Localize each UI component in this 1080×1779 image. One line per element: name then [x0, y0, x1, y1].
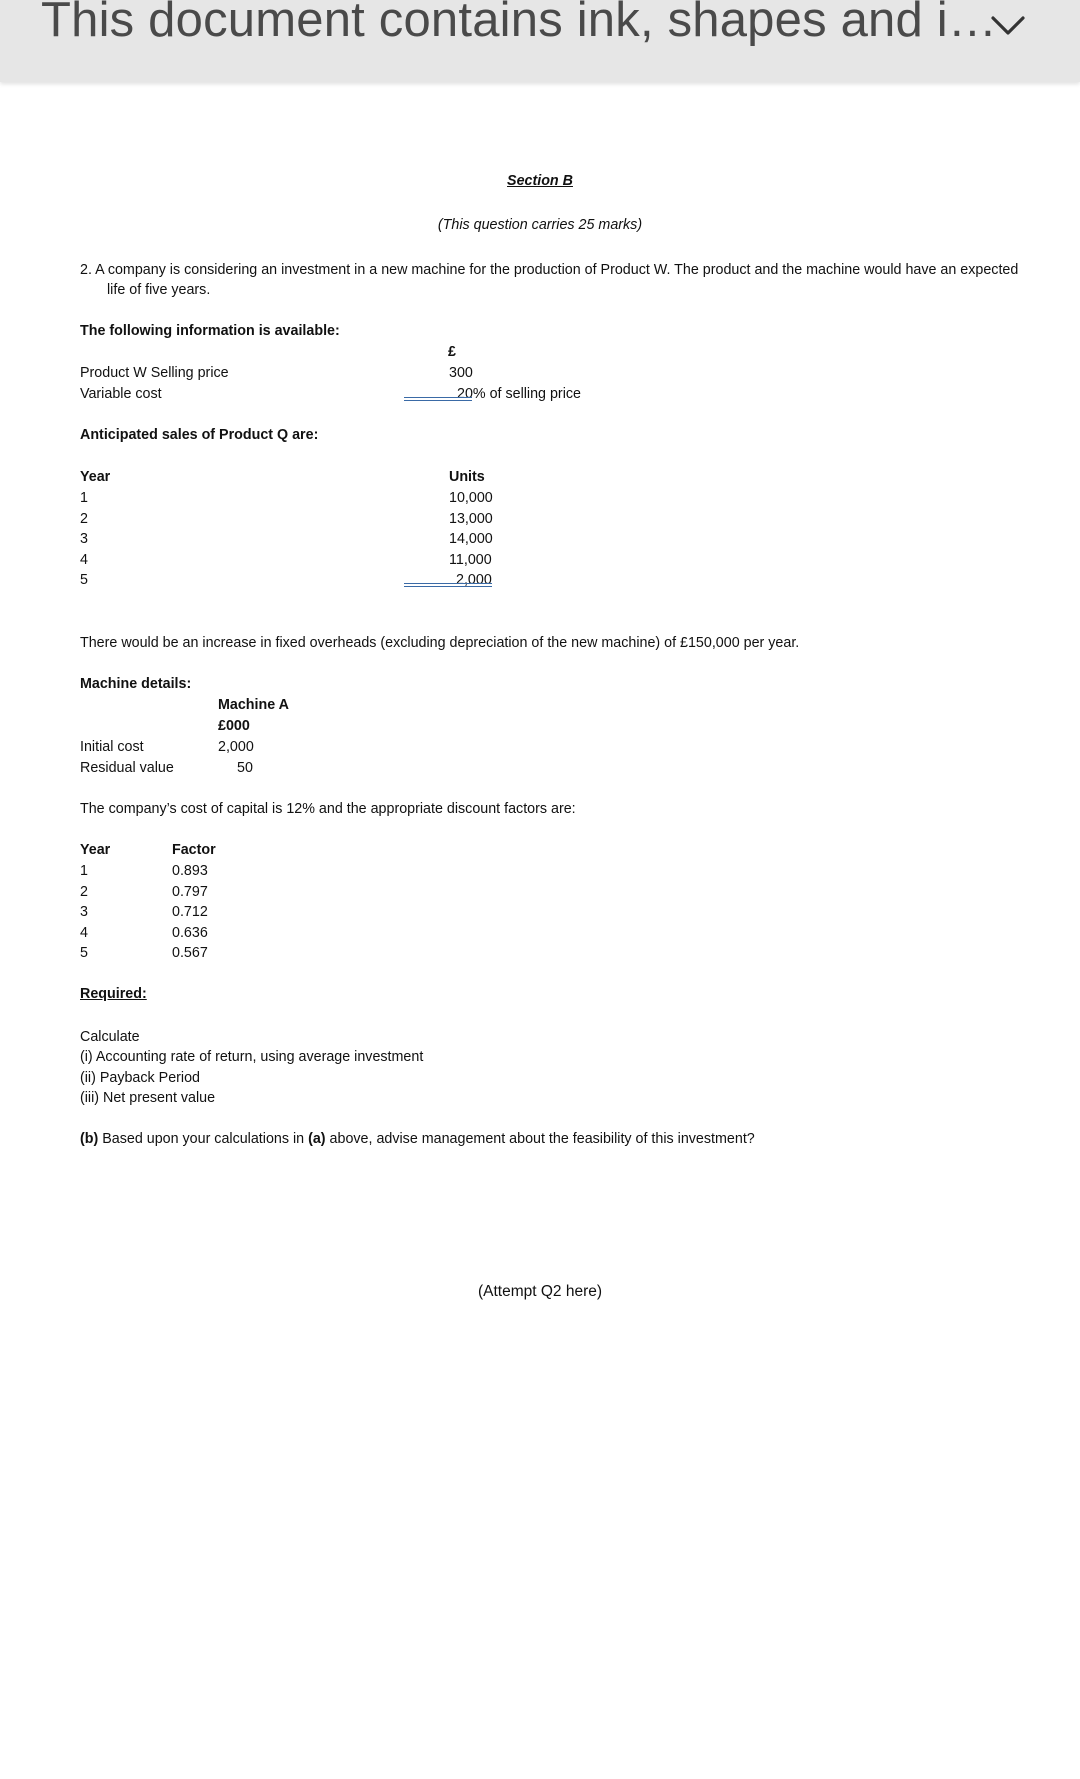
double-underline	[404, 583, 492, 587]
factor-year: 3	[80, 904, 88, 920]
sales-units: 13,000	[449, 511, 493, 527]
sales-units: 2,000	[456, 572, 492, 588]
varcost-label: Variable cost	[80, 386, 162, 402]
overheads-text: There would be an increase in fixed overheads (excluding depreciation of the new machine) of £150,000 per year.	[80, 635, 800, 651]
calc-item: (iii) Net present value	[80, 1090, 216, 1106]
price-value: 300	[449, 365, 473, 381]
calc-label: Calculate	[80, 1029, 140, 1045]
capital-text: The company’s cost of capital is 12% and the appropriate discount factors are:	[80, 801, 576, 817]
question-intro-line1: 2. A company is considering an investment in a new machine for the production of Product W. The product and the machine would have an expected	[80, 262, 1019, 278]
price-label: Product W Selling price	[80, 365, 229, 381]
sales-year: 3	[80, 531, 88, 547]
sales-units: 11,000	[449, 552, 492, 568]
factor-year: 1	[80, 863, 88, 879]
sales-units: 14,000	[449, 531, 493, 547]
info-heading: The following information is available:	[80, 323, 340, 339]
factor-year: 4	[80, 925, 88, 941]
machine-unit-header: £000	[218, 718, 250, 734]
sales-year: 2	[80, 511, 88, 527]
sales-units: 10,000	[449, 490, 493, 506]
sales-year: 1	[80, 490, 88, 506]
section-title: Section B	[507, 173, 573, 189]
banner-title: This document contains ink, shapes and i…	[41, 0, 998, 47]
calc-item: (ii) Payback Period	[80, 1070, 200, 1086]
sales-heading: Anticipated sales of Product Q are:	[80, 427, 319, 443]
machine-heading: Machine details:	[80, 676, 192, 692]
factor-value: 0.797	[172, 884, 208, 900]
factor-header: Factor	[172, 842, 216, 858]
document-banner[interactable]	[0, 0, 1080, 82]
factor-year: 2	[80, 884, 88, 900]
part-b-ref: (a)	[308, 1131, 326, 1147]
initial-cost-value: 2,000	[218, 739, 254, 755]
initial-cost-label: Initial cost	[80, 739, 144, 755]
part-b-question	[80, 1132, 755, 1146]
sales-year: 5	[80, 572, 88, 588]
currency-header: £	[448, 344, 456, 360]
factor-year: 5	[80, 945, 88, 961]
machine-col-header: Machine A	[218, 697, 289, 713]
factor-value: 0.712	[172, 904, 208, 920]
residual-label: Residual value	[80, 760, 174, 776]
varcost-value: 20% of selling price	[457, 386, 581, 402]
required-heading: Required:	[80, 986, 147, 1002]
factor-value: 0.636	[172, 925, 208, 941]
question-intro-line2: life of five years.	[107, 282, 211, 298]
factor-value: 0.567	[172, 945, 208, 961]
factor-year-header: Year	[80, 842, 111, 858]
sales-units-header: Units	[449, 469, 485, 485]
attempt-note: (Attempt Q2 here)	[477, 1283, 603, 1300]
calc-item: (i) Accounting rate of return, using average investment	[80, 1049, 424, 1065]
chevron-down-icon[interactable]	[990, 10, 1026, 40]
sales-year: 4	[80, 552, 88, 568]
part-b-text: Based upon your calculations in	[98, 1131, 309, 1147]
sales-year-header: Year	[80, 469, 111, 485]
double-underline	[404, 397, 472, 401]
marks-note: (This question carries 25 marks)	[437, 217, 643, 233]
factor-value: 0.893	[172, 863, 208, 879]
residual-value: 50	[237, 760, 253, 776]
part-b-prefix: (b)	[80, 1131, 99, 1147]
part-b-text: above, advise management about the feasibility of this investment?	[325, 1131, 755, 1147]
